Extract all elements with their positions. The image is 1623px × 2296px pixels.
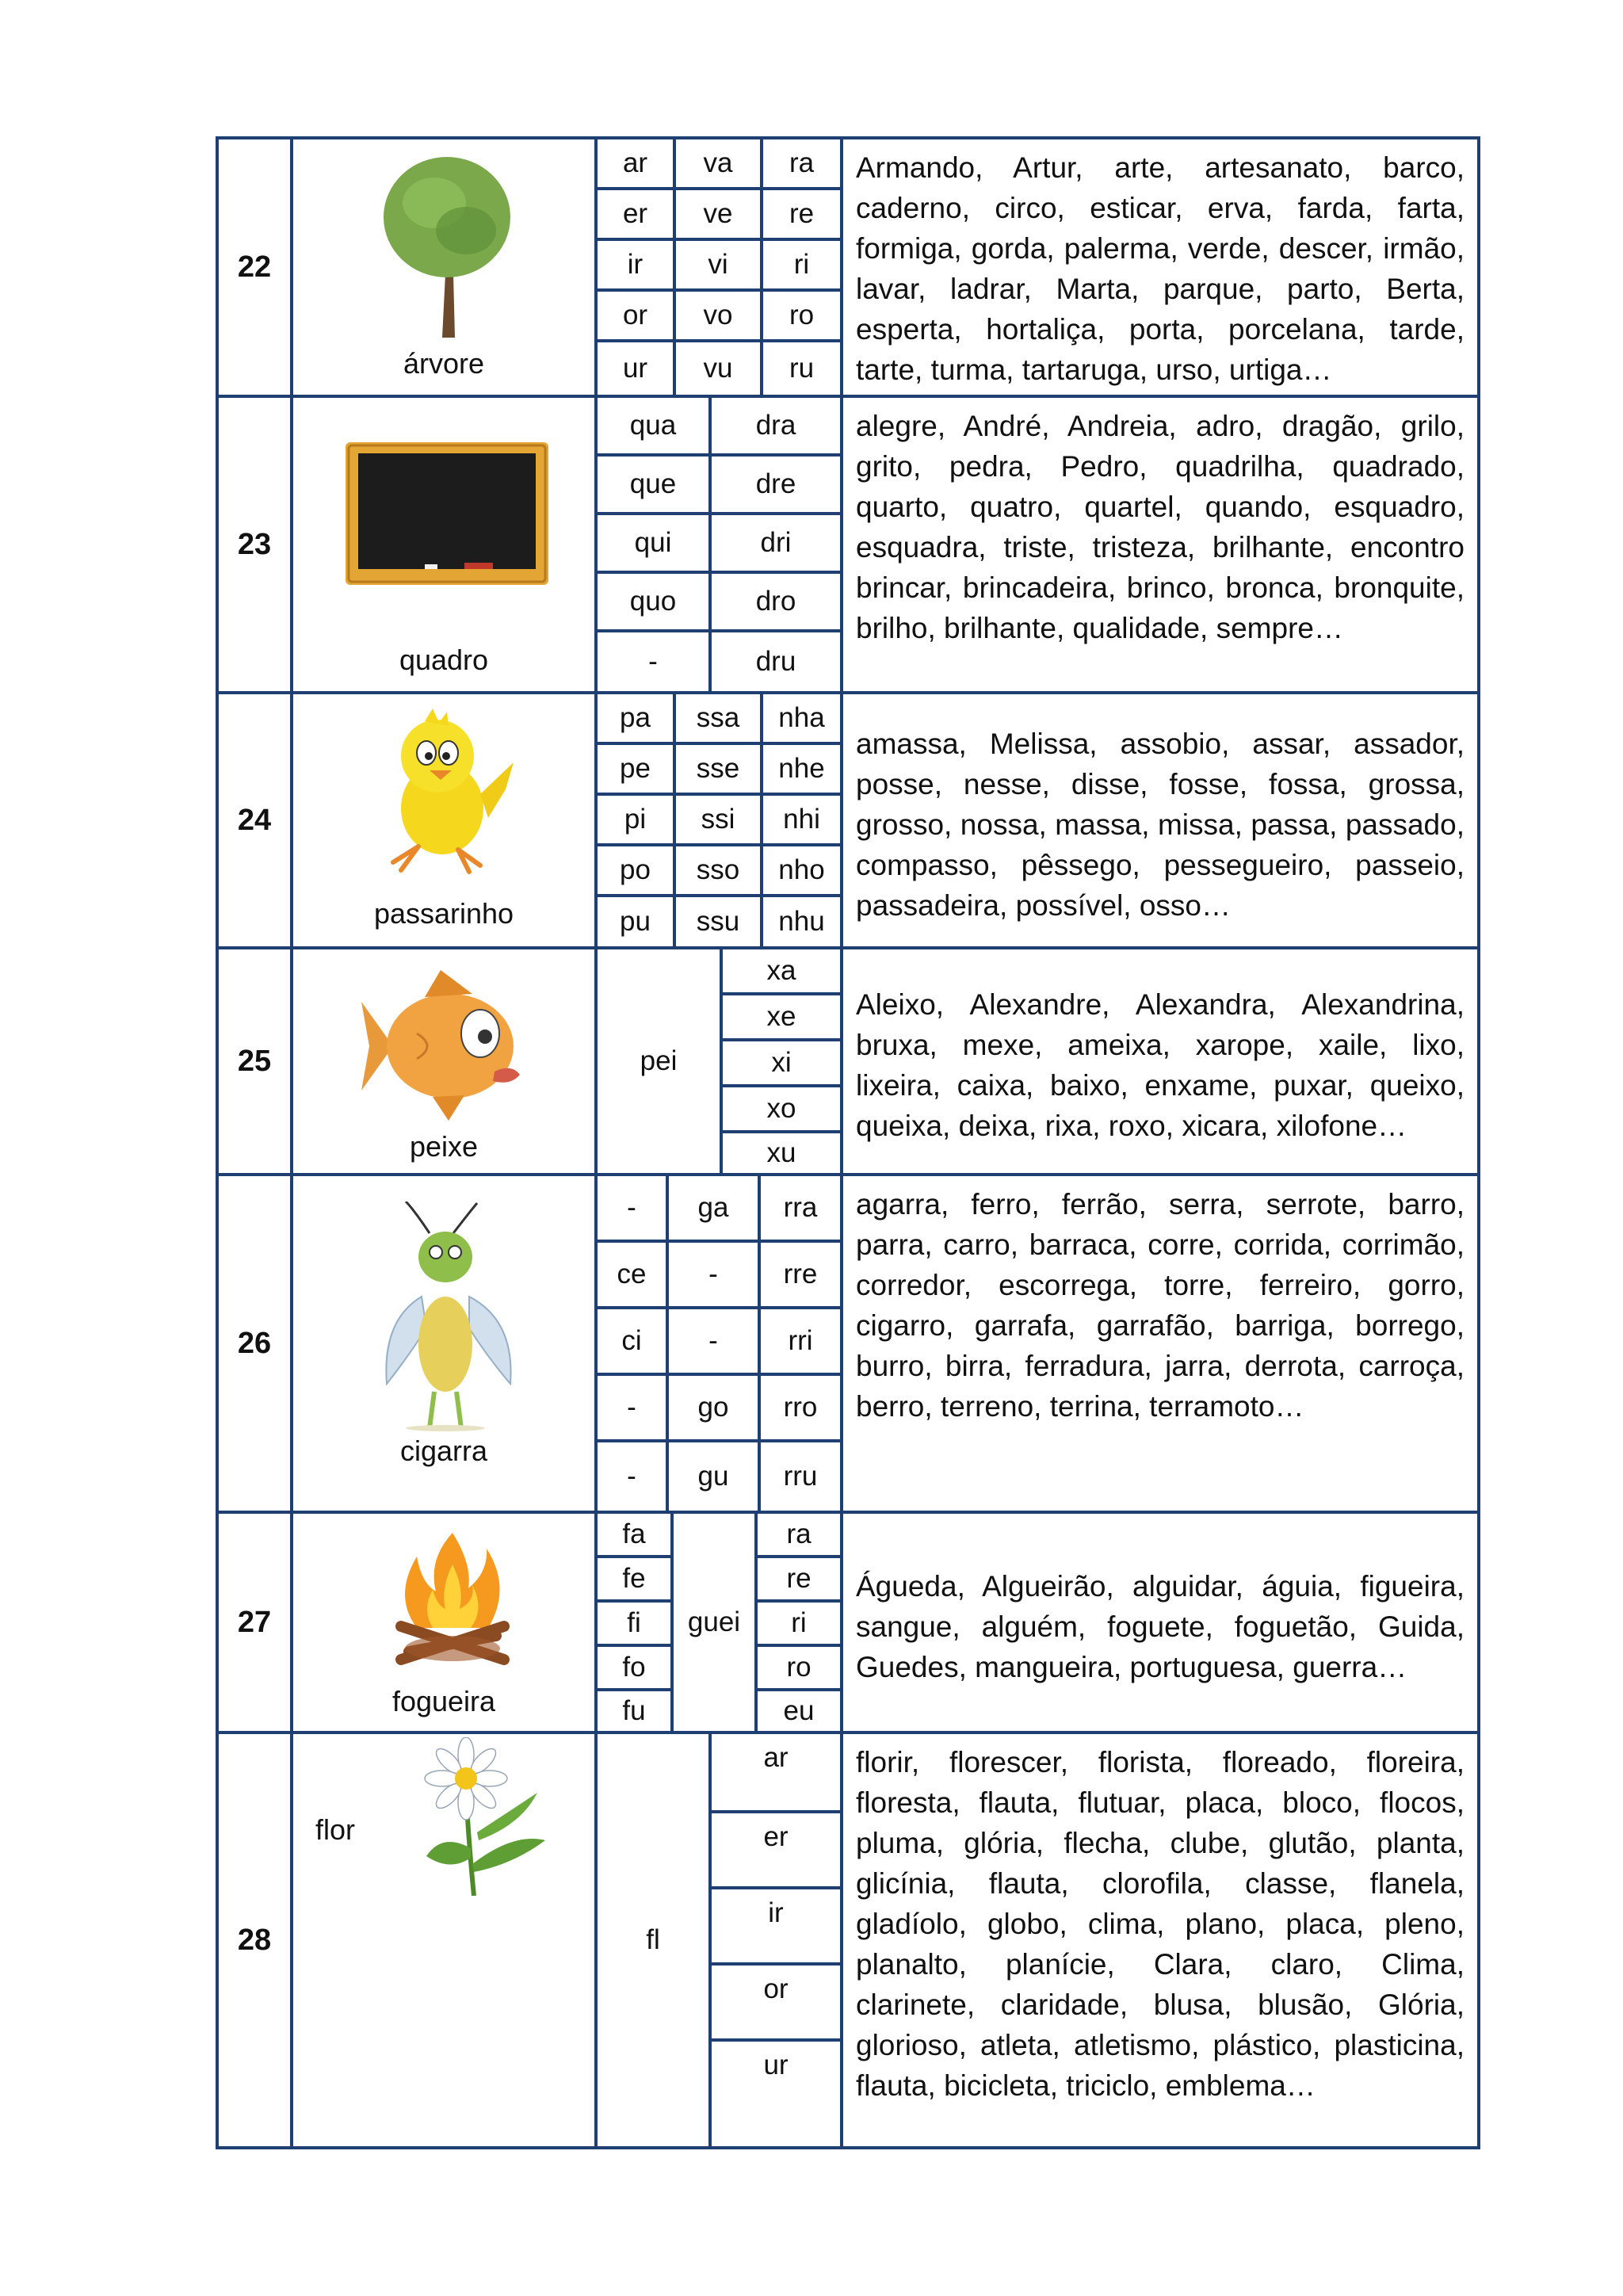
syllable: rra [758, 1173, 843, 1243]
example-words: agarra, ferro, ferrão, serra, serrote, barro, parra, carro, barraca, corre, corrida, corrimão, corredor, escorrega, torre, ferreiro, gorro, cigarro, garrafa, garrafão, barriga, borrego, burro, birra, ferradura, jarra, derrota, carroça, berro, terreno, terrina, terramoto… [840, 1173, 1480, 1514]
syllable: ci [594, 1306, 669, 1376]
syllable: rro [758, 1373, 843, 1442]
syllable-ending: xa [720, 946, 843, 995]
syllable: vi [673, 238, 763, 292]
syllable: ri [754, 1599, 843, 1647]
syllable-ending: ir [708, 1886, 843, 1966]
syllable: nhi [760, 793, 843, 846]
syllable: go [666, 1373, 761, 1442]
syllable: rru [758, 1439, 843, 1514]
chalkboard-icon [346, 442, 548, 585]
example-words-text: Aleixo, Alexandre, Alexandra, Alexandrina, bruxa, mexe, ameixa, xarope, xaile, lixo, lixeira, caixa, baixo, enxame, puxar, queixo, queixa, deixa, rixa, roxo, xicara, xilofone… [856, 988, 1465, 1142]
picture-cell [290, 946, 598, 1176]
row-number: 27 [216, 1511, 293, 1734]
syllable: ro [760, 288, 843, 342]
syllable: - [594, 1373, 669, 1442]
example-words-text: Águeda, Algueirão, alguidar, águia, figueira, sangue, alguém, foguete, foguetão, Guida, Guedes, mangueira, portuguesa, guerra… [856, 1569, 1465, 1683]
syllable-ending: xe [720, 992, 843, 1041]
syllable: fa [594, 1511, 674, 1558]
syllable: pu [594, 894, 676, 949]
picture-caption: árvore [403, 347, 485, 380]
bird-icon [369, 707, 520, 875]
picture-caption: peixe [409, 1130, 479, 1163]
syllable: gu [666, 1439, 761, 1514]
syllable: nho [760, 843, 843, 897]
picture-caption: cigarra [399, 1435, 488, 1467]
syllable: rri [758, 1306, 843, 1376]
row-number: 23 [216, 395, 293, 694]
syllable: qua [594, 395, 712, 457]
fish-icon [361, 970, 528, 1121]
syllable: fu [594, 1688, 674, 1734]
picture-cell [290, 1511, 598, 1734]
syllable: va [673, 136, 763, 190]
example-words: alegre, André, Andreia, adro, dragão, grilo, grito, pedra, Pedro, quadrilha, quadrado, quarto, quatro, quartel, quando, esquadro, esquadra, triste, tristeza, brilhante, encontro brincar, brincadeira, brinco, bronca, bronquite, brilho, brilhante, qualidade, sempre… [840, 395, 1480, 694]
syllable: po [594, 843, 676, 897]
picture-cell [290, 136, 598, 398]
row-number: 28 [216, 1731, 293, 2149]
syllable-ending: xu [720, 1130, 843, 1176]
table-row-28 [216, 1731, 1480, 2149]
syllable: pe [594, 742, 676, 796]
table-row-27 [216, 1511, 1480, 1734]
table-row-23 [216, 395, 1480, 694]
syllable: - [666, 1306, 761, 1376]
row-number: 25 [216, 946, 293, 1176]
syllable: ssi [673, 793, 763, 846]
syllable: ga [666, 1173, 761, 1243]
syllable: dra [708, 395, 843, 457]
syllable: quo [594, 571, 712, 632]
syllable-ending: ar [708, 1731, 843, 1813]
syllable: or [594, 288, 676, 342]
table-row-26 [216, 1173, 1480, 1514]
example-words [840, 946, 1480, 1176]
syllable: nhe [760, 742, 843, 796]
syllable-ending: or [708, 1962, 843, 2042]
syllable-ending: xi [720, 1038, 843, 1087]
syllable: ra [754, 1511, 843, 1558]
syllable: sso [673, 843, 763, 897]
syllable: sse [673, 742, 763, 796]
syllable: dro [708, 571, 843, 632]
syllable: ir [594, 238, 676, 292]
syllable: rre [758, 1240, 843, 1309]
syllable: ro [754, 1644, 843, 1691]
syllable: fo [594, 1644, 674, 1691]
picture-caption: flor [315, 1813, 356, 1846]
example-words: Armando, Artur, arte, artesanato, barco, caderno, circo, esticar, erva, farda, farta, formiga, gorda, palerma, verde, descer, irmão, lavar, ladrar, Marta, parque, parto, Berta, esperta, hortaliça, porta, porcelana, tarde, tarte, turma, tartaruga, urso, urtiga… [840, 136, 1480, 398]
syllable: ru [760, 339, 843, 398]
table-row-24 [216, 691, 1480, 949]
syllable: dre [708, 453, 843, 515]
syllable: eu [754, 1688, 843, 1734]
syllable: dri [708, 512, 843, 574]
syllable: ra [760, 136, 843, 190]
syllable: ssu [673, 894, 763, 949]
syllable: que [594, 453, 712, 515]
picture-cell [290, 1173, 598, 1514]
row-number: 22 [216, 136, 293, 398]
tree-icon [379, 155, 514, 338]
example-words: florir, florescer, florista, floreado, floreira, floresta, flauta, flutuar, placa, bloco, flocos, pluma, glória, flecha, clube, glutão, planta, glicínia, flauta, clorofila, classe, flanela, gladíolo, globo, clima, plano, placa, pleno, planalto, planície, Clara, claro, Clima, clarinete, claridade, blusa, blusão, Glória, glorioso, atleta, atletismo, plástico, plasticina, flauta, bicicleta, triciclo, emblema… [840, 1731, 1480, 2149]
syllable: er [594, 187, 676, 241]
example-words [840, 1511, 1480, 1734]
syllable: pa [594, 691, 676, 745]
daisy-icon [411, 1737, 553, 1896]
syllable: nha [760, 691, 843, 745]
syllable: ve [673, 187, 763, 241]
picture-cell [290, 395, 598, 694]
syllable: ri [760, 238, 843, 292]
syllable: ar [594, 136, 676, 190]
syllable: dru [708, 629, 843, 694]
syllable: pi [594, 793, 676, 846]
syllable-ending: er [708, 1810, 843, 1889]
syllable: - [594, 629, 712, 694]
middle-syllable: guei [670, 1511, 758, 1734]
row-number: 24 [216, 691, 293, 949]
syllable-ending: ur [708, 2038, 843, 2149]
syllable: ssa [673, 691, 763, 745]
cicada-icon [382, 1201, 517, 1431]
example-words-text: amassa, Melissa, assobio, assar, assador, posse, nesse, disse, fosse, fossa, grossa, grosso, nossa, massa, missa, passa, passado, compasso, pêssego, pessegueiro, passeio, passadeira, possível, osso… [856, 727, 1465, 922]
syllable: vo [673, 288, 763, 342]
syllable: ce [594, 1240, 669, 1309]
picture-caption: quadro [399, 644, 489, 676]
picture-caption: passarinho [373, 897, 514, 930]
prefix: pei [594, 946, 723, 1176]
picture-cell [290, 1731, 598, 2149]
syllable: fi [594, 1599, 674, 1647]
table-row-25 [216, 946, 1480, 1176]
picture-caption: fogueira [391, 1685, 496, 1717]
syllable: ur [594, 339, 676, 398]
syllable: nhu [760, 894, 843, 949]
picture-cell [290, 691, 598, 949]
syllable: - [594, 1439, 669, 1514]
syllable: - [594, 1173, 669, 1243]
syllable-ending: xo [720, 1084, 843, 1133]
syllable-table [216, 136, 1480, 2149]
campfire-icon [393, 1533, 512, 1668]
table-row-22 [216, 136, 1480, 398]
syllable: fe [594, 1555, 674, 1603]
example-words [840, 691, 1480, 949]
row-number: 26 [216, 1173, 293, 1514]
prefix: fl [594, 1731, 712, 2149]
syllable: qui [594, 512, 712, 574]
syllable: re [754, 1555, 843, 1603]
syllable: - [666, 1240, 761, 1309]
syllable: re [760, 187, 843, 241]
syllable: vu [673, 339, 763, 398]
